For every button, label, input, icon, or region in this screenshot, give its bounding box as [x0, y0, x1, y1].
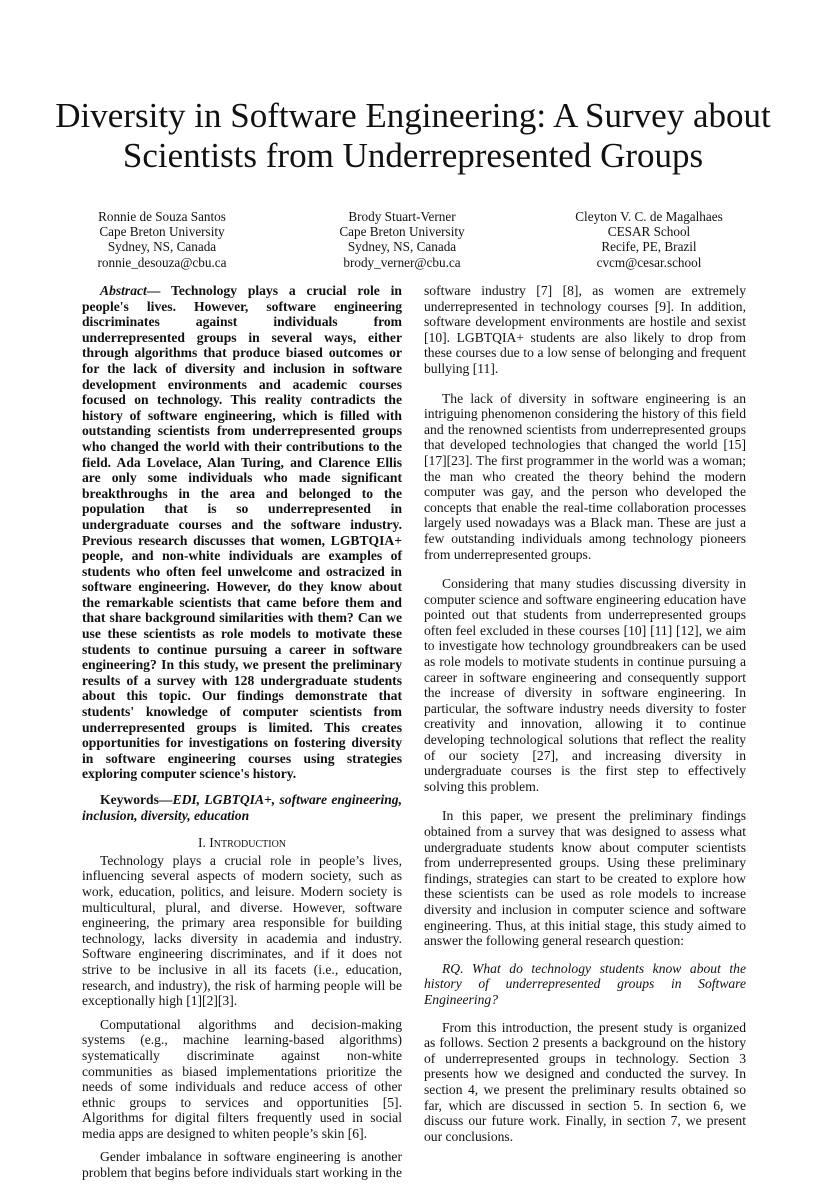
- paragraph: In this paper, we present the preliminary findings obtained from a survey that was designed to assess what undergraduate students know about computer scientists from underrepresented groups. Using these preliminary findings, strategies can start to be created to explore how these scientists can be used as role models to increase diversity and inclusion in computer science and software engineering. Thus, at this initial stage, this study aimed to answer the following general research question:: [424, 808, 746, 949]
- author-location: Sydney, NS, Canada: [107, 239, 217, 255]
- author-name: Cleyton V. C. de Magalhaes: [575, 209, 723, 224]
- author-block: [539, 209, 759, 270]
- paragraph: The lack of diversity in software engineering is an intriguing phenomenon considering the history of this field and the renowned scientists from underrepresented groups that developed technologies that changed the world [15][17][23]. The first programmer in the world was a woman; the man who created the theory behind the modern computer was gay, and the person who developed the concepts that enable the real-time collaboration processes largely used nowadays was a Black man. These are just a few outstanding individuals among technology pioneers from underrepresented groups.: [424, 390, 746, 562]
- abstract-text: Technology plays a crucial role in people's lives. However, software engineering discriminates against individuals from underrepresented groups in several ways, either through algorithms that produce biased outcomes or for the lack of diversity and inclusion in software development environments and academic courses focused on technology. This reality contradicts the history of software engineering, which is filled with outstanding scientists from underrepresented groups who changed the world with their contributions to the field. Ada Lovelace, Alan Turing, and Clarence Ellis are only some individuals who made significant breakthroughs in the area and belonged to the population that is so underrepresented in undergraduate courses and the software industry. Previous research discusses that women, LGBTQIA+ people, and non-white individuals are examples of students who often feel unwelcome and ostracized in software engineering. However, do they know about the remarkable scientists that came before them and that share background similarities with them? Can we use these scientists as role models to motivate these students to continue pursuing a career in software engineering? In this study, we present the preliminary results of a survey with 128 undergraduate students about this topic. Our findings demonstrate that students' knowledge of computer scientists from underrepresented groups is limited. This creates opportunities for investigations on fostering diversity in software engineering courses using strategies exploring computer science's history.: [82, 283, 402, 782]
- paragraph: From this introduction, the present study is organized as follows. Section 2 presents a background on the history of underrepresented groups in technology. Section 3 presents how we designed and conducted the survey. In section 4, we present the preliminary results obtained so far, which are discussed in section 5. In section 6, we discuss our future work. Finally, in section 7, we present our conclusions.: [424, 1019, 746, 1144]
- author-block: [292, 209, 512, 270]
- paragraph: Gender imbalance in software engineering is another problem that begins before individuals start working in the: [82, 1149, 402, 1181]
- author-name: Brody Stuart-Verner: [348, 209, 456, 224]
- author-affiliation: Cape Breton University: [99, 224, 225, 240]
- author-block: [52, 209, 272, 270]
- author-location: Sydney, NS, Canada: [347, 239, 457, 255]
- author-affiliation: Cape Breton University: [339, 224, 465, 240]
- abstract: [82, 283, 402, 782]
- author-location: Recife, PE, Brazil: [601, 239, 697, 255]
- author-affiliation: CESAR School: [607, 224, 691, 240]
- author-email: cvcm@cesar.school: [596, 254, 702, 270]
- section-heading: I. Introduction: [197, 835, 287, 851]
- abstract-label: Abstract—: [100, 283, 161, 298]
- paragraph: Computational algorithms and decision-making systems (e.g., machine learning-based algorithms) systematically discriminate against non-white communities as biased implementations prioritize the needs of some individuals and reduce access of other ethnic groups to services and opportunities [5]. Algorithms for digital filters frequently used in social media apps are designed to whiten people’s skin [6].: [82, 1016, 402, 1141]
- author-name: Ronnie de Souza Santos: [98, 209, 226, 224]
- research-question: RQ. What do technology students know about the history of underrepresented groups in Software Engineering?: [424, 960, 746, 1007]
- keywords-label: Keywords—: [100, 792, 173, 807]
- author-email: brody_verner@cbu.ca: [343, 254, 461, 270]
- keywords: [82, 792, 402, 823]
- paragraph: software industry [7] [8], as women are extremely underrepresented in technology courses [9]. In addition, software development environments are hostile and sexist [10]. LGBTQIA+ students are also likely to drop from these courses due to a low sense of belonging and frequent bullying [11].: [424, 283, 746, 376]
- author-email: ronnie_desouza@cbu.ca: [97, 254, 227, 270]
- paper-title: Diversity in Software Engineering: A Survey about Scientists from Underrepresented Groups: [55, 96, 771, 175]
- keywords-text: EDI, LGBTQIA+, software engineering, inclusion, diversity, education: [82, 792, 402, 823]
- paragraph: Considering that many studies discussing diversity in computer science and software engineering education have pointed out that students from underrepresented groups often feel excluded in these courses [10] [11] [12], we aim to investigate how technology groundbreakers can be used as role models to motivate students in continue pursuing a career in software engineering and consequently support the increase of diversity in software engineering. In particular, the software industry needs diversity to foster creativity and innovation, allowing it to continue developing technological solutions that reflect the reality of our society [27], and increasing diversity in undergraduate courses is the first step to effectively solving this problem.: [424, 576, 746, 794]
- right-column: [424, 283, 746, 1152]
- paragraph: Technology plays a crucial role in people’s lives, influencing several aspects of modern society, such as work, education, politics, and leisure. Modern society is multicultural, plural, and diverse. However, software engineering, the primary area responsible for building technology, lacks diversity in academia and industry. Software engineering discriminates, and if it does not strive to be inclusive in all its facets (i.e., education, research, and industry), the risk of harming people will be exceptionally high [1][2][3].: [82, 852, 402, 1009]
- left-column: [82, 283, 402, 1189]
